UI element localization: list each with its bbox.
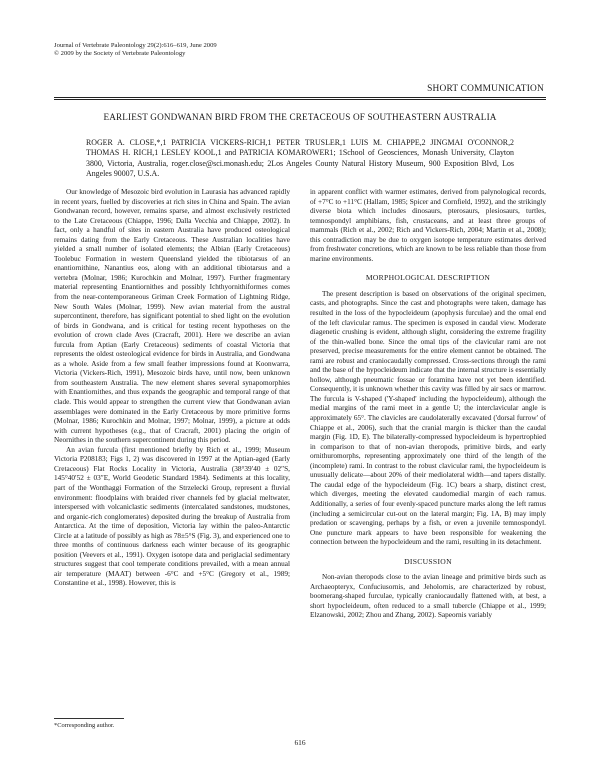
right-column <box>310 188 546 621</box>
body-paragraph: in apparent conflict with warmer estimates, derived from palynological records, of +7°C to +11°C (Hallam, 1985; Spicer and Cornfield, 1992), and the strikingly diverse biota which includes dinosaurs, pterosaurs, plesiosaurs, turtles, temnospondyl amphibians, fish, crustaceans, and at least three groups of mammals (Rich et al., 2002; Rich and Vickers-Rich, 2004; Martin et al., 2008); this contradiction may be due to oxygen isotope temperature estimates derived from freshwater concretions, which are known to be less reliable than those from marine environments. <box>310 188 546 263</box>
body-paragraph: The present description is based on observations of the original specimen, casts, and photographs. Since the cast and photographs were taken, damage has resulted in the loss of the hypocleideum (apophysis furculae) and the omal end of the left clavicular ramus. The specimen is exposed in caudal view. Moderate diagenetic crushing is evident, although slight, considering the extreme fragility of the thin-walled bone. Since the omal tips of the clavicular rami are not preserved, precise measurements for the entire element cannot be obtained. The rami are robust and craniocaudally compressed. Cross-sections through the rami and the base of the hypocleideum indicate that the internal structure is essentially hollow, although pneumatic fossae or foramina have not yet been identified. Consequently, it is unknown whether this cavity was filled by air sacs or marrow. The furcula is V-shaped ('Y-shaped' including the hypocleideum), although the medial margins of the rami meet in a gentle U; the interclavicular angle is approximately 65°. The clavicles are caudolaterally excavated ('dorsal furrow' of Chiappe et al., 2006), such that the cranial margin is thicker than the caudal margin (Fig. 1D, E). The bilaterally-compressed hypocleideum is hypertrophied in comparison to that of non-avian theropods, primitive birds, and early ornithuromorphs, representing approximately one third of the length of the (incomplete) rami. In contrast to the robust clavicular rami, the hypocleideum is unusually delicate—about 20% of their mediolateral width—and tapers distally. The caudal edge of the hypocleideum (Fig. 1C) bears a sharp, distinct crest, which diverges, meeting the elevated caudomedial margin of each ramus. Additionally, a series of four evenly-spaced puncture marks along the left ramus (including a semicircular cut-out on the lateral margin; Fig. 1A, B) may imply predation or scavenging, perhaps by a fish, or even a juvenile temnospondyl. One puncture mark appears to have been responsible for weakening the connection between the hypocleideum and the rami, resulting in its detachment. <box>310 289 546 547</box>
header-rule <box>54 97 546 98</box>
body-paragraph: An avian furcula (first mentioned briefly by Rich et al., 1999; Museum Victoria P208183; Figs 1, 2) was discovered in 1997 at the Aptian-aged (Early Cretaceous) Flat Rocks Locality in Victoria, Australia (38°39′40 ± 02″S, 145°40′52 ± 03″E, World Geodetic Standard 1984). Sediments at this locality, part of the Wonthaggi Formation of the Strzelecki Group, represent a fluvial environment: floodplains with braided river channels fed by glacial meltwater, interspersed with volcaniclastic sediments (intercalated sandstones, mudstones, and organic-rich conglomerates) deposited during the breakup of Australia from Antarctica. At the time of deposition, Victoria lay within the paleo-Antarctic Circle at a latitude of possibly as high as 78±5°S (Fig. 3), and experienced one to three months of continuous darkness each winter because of its geographic position (Veevers et al., 1991). Oxygen isotope data and periglacial sedimentary structures suggest that cool temperate conditions prevailed, with a mean annual air temperature (MAAT) between -6°C and +5°C (Gregory et al., 1989; Constantine et al., 1998). However, this is <box>54 445 290 588</box>
section-label: SHORT COMMUNICATION <box>427 84 544 94</box>
header-rule-second <box>54 99 546 100</box>
body-paragraph: Our knowledge of Mesozoic bird evolution in Laurasia has advanced rapidly in recent years, fuelled by discoveries at rich sites in China and Spain. The avian Gondwanan record, however, remains sparse, and almost exclusively restricted to the Late Cretaceous (Chiappe, 1996; Dalla Vecchia and Chiappe, 2002). In fact, only a handful of sites in eastern Australia have produced osteological remains dating from the Early Cretaceous. These Australian localities have yielded a small number of isolated elements; the Albian (Early Cretaceous) Toolebuc Formation in western Queensland yielded the tibiotarsus of an enantiornithine, Nanantius eos, along with an additional tibiotarsus and a vertebra (Molnar, 1986; Kurochkin and Molnar, 1997). Further fragmentary material representing Enantiornithes and possibly Ichthyornithiformes comes from the near-contemporaneous Griman Creek Formation of Lightning Ridge, New South Wales (Molnar, 1999). New avian material from the austral supercontinent, therefore, has significant potential to shed light on the evolution of birds in Gondwana, and is critical for testing recent hypotheses on the evolution of crown clade Aves (Cracraft, 2001). Here we describe an avian furcula from Aptian (Early Cretaceous) sediments of coastal Victoria that represents the oldest osteological evidence for birds in Australia, and Gondwana as a whole. Aside from a few small feather impressions found at Koonwarra, Victoria (Vickers-Rich, 1991), Mesozoic birds have, until now, been unknown from southeastern Australia. The new element shares several synapomorphies with Enantiornithes, and thus expands the geographic and temporal range of that clade. This would appear to strengthen the current view that Gondwanan avian assemblages were dominated in the Early Cretaceous by more primitive forms (Molnar, 1986; Kurochkin and Molnar, 1997; Molnar, 1999), a picture at odds with current hypotheses (e.g., that of Cracraft, 2001) placing the origin of Neornithes in the southern supercontinent during this period. <box>54 188 290 445</box>
footnote: *Corresponding author. <box>54 722 115 729</box>
section-heading-morphological-description: MORPHOLOGICAL DESCRIPTION <box>365 273 491 283</box>
page-number: 616 <box>294 738 306 747</box>
footnote-rule <box>54 718 124 719</box>
article-title: EARLIEST GONDWANAN BIRD FROM THE CRETACEOUS OF SOUTHEASTERN AUSTRALIA <box>103 112 497 122</box>
left-column <box>54 188 290 589</box>
journal-citation <box>54 42 217 57</box>
journal-line: Journal of Vertebrate Paleontology 29(2):616–619, June 2009 <box>54 42 217 49</box>
author-affiliations: ROGER A. CLOSE,*,1 PATRICIA VICKERS-RICH,1 PETER TRUSLER,1 LUIS M. CHIAPPE,2 JINGMAI O'CONNOR,2 THOMAS H. RICH,1 LESLEY KOOL,1 and PATRICIA KOMAROWER1; 1School of Geosciences, Monash University, Clayton 3800, Victoria, Australia, roger.close@sci.monash.edu; 2Los Angeles County Natural History Museum, 900 Exposition Blvd, Los Angeles 90007, U.S.A. <box>86 138 514 179</box>
section-heading-discussion: DISCUSSION <box>404 556 452 566</box>
body-paragraph: Non-avian theropods close to the avian lineage and primitive birds such as Archaeopteryx, Confuciusornis, and Jeholornis, are characterized by robust, boomerang-shaped furculae, typically craniocaudally flattened with, at best, a short hypocleideum, often reduced to a small tubercle (Chiappe et al., 1999; Elzanowski, 2002; Zhou and Zhang, 2002). Sapeornis variably <box>310 573 546 620</box>
copyright-line: © 2009 by the Society of Vertebrate Paleontology <box>54 49 186 57</box>
